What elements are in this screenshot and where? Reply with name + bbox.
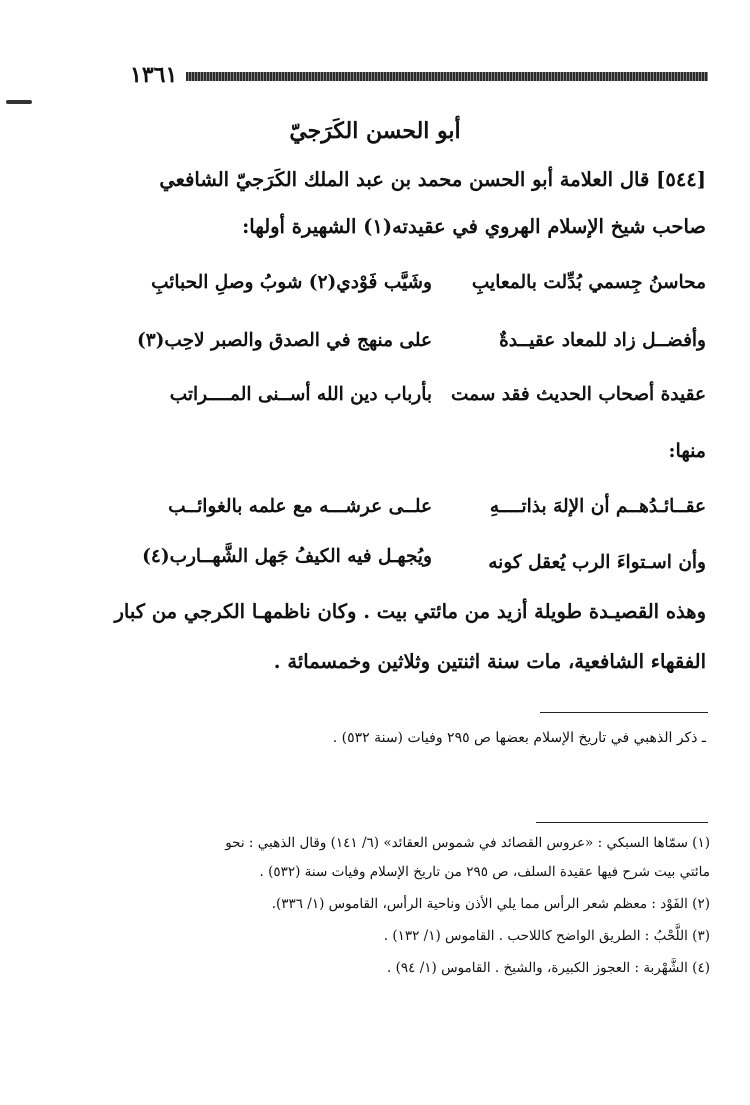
poem-first-hemistich: وأن اسـتواءَ الرب يُعقل كونه — [488, 552, 706, 573]
poem-first-hemistich: عقيدة أصحاب الحديث فقد سمت — [450, 384, 706, 405]
footnote-2: (٢) الفَوْد : معظم شعر الرأس مما يلي الأذن وناحية الرأس، القاموس (١/ ٣٣٦). — [271, 896, 710, 912]
entry-text-line: صاحب شيخ الإسلام الهروي في عقيدته(١) الشهيرة أولها: — [242, 215, 706, 238]
page-number: ١٣٦١ — [130, 62, 178, 88]
margin-mark — [6, 100, 32, 104]
footnote-1: (١) سمّاها السبكي : «عروس القصائد في شموس العقائد» (٦/ ١٤١) وقال الذهبي : نحو — [225, 835, 710, 851]
footnote-4: (٤) الشَّهْربة : العجوز الكبيرة، والشيخ . القاموس (١/ ٩٤) . — [387, 960, 710, 976]
poem-second-hemistich: بأرباب دين الله أســنى المــــراتب — [169, 384, 432, 405]
poem-first-hemistich: وأفضــل زاد للمعاد عقيــدةٌ — [499, 330, 706, 351]
header-rule — [186, 72, 708, 81]
body-paragraph-line: وهذه القصيـدة طويلة أزيد من مائتي بيت . وكان ناظمهـا الكرجي من كبار — [114, 600, 706, 623]
poem-first-hemistich: محاسنُ جِسمي بُدِّلت بالمعايبِ — [471, 272, 706, 293]
poem-second-hemistich: وشَيَّب فَوْدي(٢) شوبُ وصلِ الحبائبِ — [151, 272, 432, 293]
source-note: ـ ذكر الذهبي في تاريخ الإسلام بعضها ص ٢٩٥ وفيات (سنة ٥٣٢) . — [332, 730, 706, 746]
entry-text-line: [٥٤٤] قال العلامة أبو الحسن محمد بن عبد الملك الكَرَجيّ الشافعي — [159, 168, 706, 191]
poem-second-hemistich: ويُجهـل فيه الكيفُ جَهل الشَّهــارب(٤) — [142, 546, 432, 567]
footnote-divider — [536, 822, 708, 823]
footnote-3: (٣) اللَّحْبُ : الطريق الواضح كاللاحب . القاموس (١/ ١٣٢) . — [383, 928, 710, 944]
minha-label: منها: — [668, 440, 706, 462]
footnote-1-continuation: مائتي بيت شرح فيها عقيدة السلف، ص ٢٩٥ من تاريخ الإسلام وفيات سنة (٥٣٢) . — [259, 864, 710, 880]
poem-second-hemistich: علــى عرشـــه مع علمه بالغوائــب — [168, 496, 432, 517]
note-divider — [540, 712, 708, 713]
poem-second-hemistich: على منهج في الصدق والصبر لاحِب(٣) — [136, 330, 432, 351]
body-paragraph-line: الفقهاء الشافعية، مات سنة اثنتين وثلاثين وخمسمائة . — [273, 650, 706, 673]
section-heading: أبو الحسن الكَرَجيّ — [289, 118, 461, 144]
poem-first-hemistich: عقــائـدُهــم أن الإلهَ بذاتــــهِ — [489, 496, 706, 517]
